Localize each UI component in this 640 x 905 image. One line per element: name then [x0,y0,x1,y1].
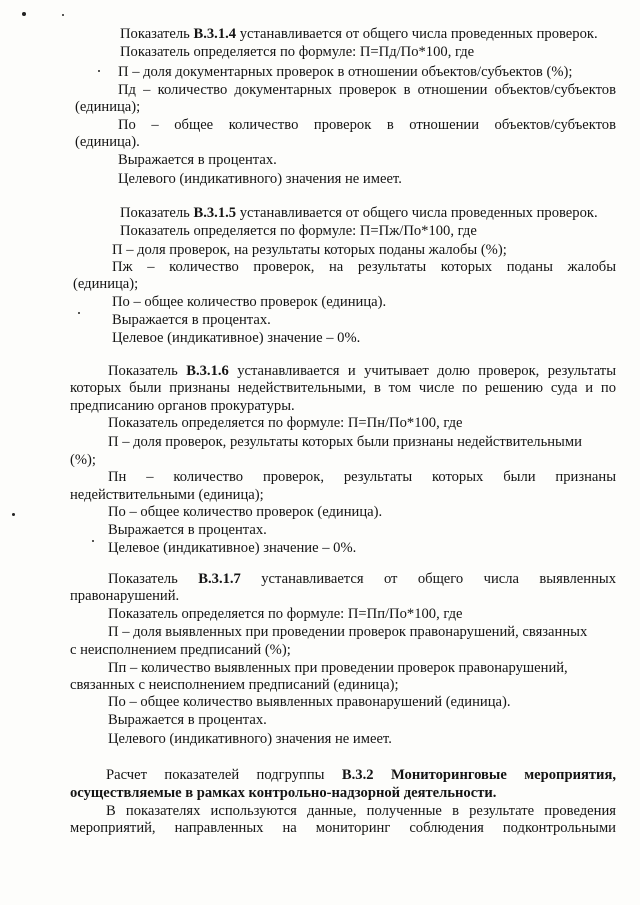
paragraph-line: Показатель определяется по формуле: П=Пп/По*100, где [108,606,463,622]
paragraph-line: По – общее количество проверок в отношении объектов/субъектов [118,117,616,133]
paragraph-line: (единица); [75,99,141,115]
subgroup-heading-continued: осуществляемые в рамках контрольно-надзорной деятельности. [70,785,497,801]
indicator-code: В.3.1.5 [193,205,237,221]
paragraph-line [120,26,598,43]
scan-speck [98,70,100,72]
paragraph-line: Целевое (индикативное) значение – 0%. [112,330,361,346]
paragraph-line: Показатель определяется по формуле: П=Пд/По*100, где [120,44,475,60]
text-run: устанавливается от общего числа выявленных [240,571,616,587]
indicator-code: В.3.1.4 [193,26,237,42]
paragraph-line: В показателях используются данные, полученные в результате проведения [106,803,616,819]
scan-speck [12,513,15,516]
paragraph-line: По – общее количество проверок (единица). [112,294,387,310]
paragraph-line: Пд – количество документарных проверок в отношении объектов/субъектов [118,82,616,98]
text-run: устанавливается и учитывает долю проверок, результаты [228,363,616,379]
text-run: устанавливается от общего числа проведенных проверок. [236,205,598,221]
paragraph-line: Выражается в процентах. [118,152,277,168]
paragraph-line: Выражается в процентах. [108,712,267,728]
paragraph-line: П – доля проверок, результаты которых были признаны недействительными [108,434,582,450]
text-run: Показатель [108,363,187,379]
paragraph-line: (%); [70,452,96,468]
paragraph-line: Пж – количество проверок, на результаты которых поданы жалобы [112,259,616,275]
paragraph-line: связанных с неисполнением предписаний (единица); [70,677,399,693]
text-run: Расчет показателей подгруппы [106,767,342,783]
paragraph-line: Целевое (индикативное) значение – 0%. [108,540,357,556]
paragraph-line: П – доля документарных проверок в отношении объектов/субъектов (%); [118,64,573,80]
paragraph-line: Целевого (индикативного) значения не имеет. [108,731,392,747]
paragraph-line: Выражается в процентах. [112,312,271,328]
paragraph-line [120,205,598,222]
paragraph-line: По – общее количество проверок (единица). [108,504,383,520]
text-run: Показатель [108,571,199,587]
paragraph-line: недействительными (единица); [70,487,264,503]
paragraph-line [106,767,616,784]
paragraph-line: правонарушений. [70,588,180,604]
paragraph-line: Выражается в процентах. [108,522,267,538]
paragraph-line: предписанию органов прокуратуры. [70,398,295,414]
paragraph-line: (единица). [75,134,140,150]
paragraph-line: Показатель определяется по формуле: П=Пж/По*100, где [120,223,477,239]
paragraph-line: мероприятий, направленных на мониторинг соблюдения подконтрольными [70,820,616,836]
paragraph-line: По – общее количество выявленных правонарушений (единица). [108,694,511,710]
scan-speck [62,14,64,16]
indicator-code: В.3.1.7 [198,571,241,587]
text-run: Показатель [120,205,194,221]
paragraph-line: Пп – количество выявленных при проведении проверок правонарушений, [108,660,568,676]
scan-speck [78,312,80,314]
scan-speck [92,540,94,542]
paragraph-line: Целевого (индикативного) значения не имеет. [118,171,402,187]
paragraph-line [108,571,616,588]
paragraph-line: (единица); [73,276,139,292]
paragraph-line: Показатель определяется по формуле: П=Пн/По*100, где [108,415,463,431]
paragraph-line: П – доля проверок, на результаты которых поданы жалобы (%); [112,242,507,258]
paragraph-line: Пн – количество проверок, результаты которых были признаны [108,469,616,485]
subgroup-heading: В.3.2 Мониторинговые мероприятия, [341,767,616,783]
scan-speck [22,12,26,16]
text-run: устанавливается от общего числа проведенных проверок. [236,26,598,42]
paragraph-line: которых были признаны недействительными, в том числе по решению суда и по [70,380,616,396]
paragraph-line [108,363,616,380]
text-run: Показатель [120,26,194,42]
paragraph-line: П – доля выявленных при проведении проверок правонарушений, связанных [108,624,588,640]
paragraph-line: с неисполнением предписаний (%); [70,642,291,658]
indicator-code: В.3.1.6 [186,363,229,379]
